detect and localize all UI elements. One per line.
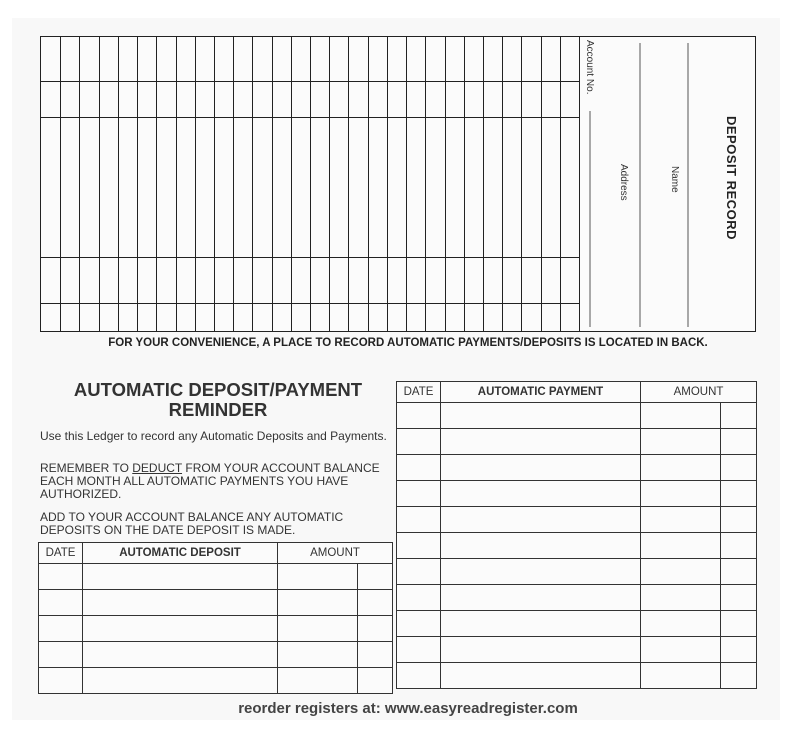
paragraph2-suffix: FROM YOUR ACCOUNT BALANCE EACH MONTH ALL AUTOMATIC PAYMENTS YOU HAVE AUTHORIZED. <box>40 461 380 501</box>
payment-description-cell[interactable] <box>441 403 641 429</box>
payment-cents-cell[interactable] <box>721 403 757 429</box>
deposit-amount-header: AMOUNT <box>278 543 393 564</box>
payment-date-cell[interactable] <box>397 559 441 585</box>
payment-date-cell[interactable] <box>397 403 441 429</box>
payment-date-cell[interactable] <box>397 637 441 663</box>
payment-row <box>397 507 757 533</box>
deposit-amount-cell[interactable] <box>278 616 358 642</box>
deposit-cents-cell[interactable] <box>358 668 393 694</box>
payment-description-cell[interactable] <box>441 481 641 507</box>
payment-row <box>397 637 757 663</box>
deposit-table-header-row <box>39 543 393 564</box>
payment-amount-cell[interactable] <box>641 559 721 585</box>
deposit-row <box>39 642 393 668</box>
payment-row <box>397 663 757 689</box>
payment-row <box>397 403 757 429</box>
reminder-title-line2: REMINDER <box>168 399 268 420</box>
name-label: Name <box>669 166 680 193</box>
payment-amount-cell[interactable] <box>641 481 721 507</box>
payment-date-cell[interactable] <box>397 481 441 507</box>
payment-date-header: DATE <box>397 382 441 403</box>
deposit-date-cell[interactable] <box>39 668 83 694</box>
payment-date-cell[interactable] <box>397 507 441 533</box>
deposit-cents-cell[interactable] <box>358 590 393 616</box>
deduct-emphasis: DEDUCT <box>132 461 183 475</box>
reminder-paragraph-2 <box>40 462 390 501</box>
payment-row <box>397 429 757 455</box>
payment-description-cell[interactable] <box>441 585 641 611</box>
deposit-cents-cell[interactable] <box>358 642 393 668</box>
automatic-payment-table <box>396 381 757 689</box>
payment-description-cell[interactable] <box>441 637 641 663</box>
payment-amount-cell[interactable] <box>641 585 721 611</box>
payment-description-cell[interactable] <box>441 663 641 689</box>
payment-description-cell[interactable] <box>441 429 641 455</box>
payment-cents-cell[interactable] <box>721 429 757 455</box>
account-number-label: Account No. <box>584 40 595 95</box>
payment-row <box>397 611 757 637</box>
payment-description-cell[interactable] <box>441 533 641 559</box>
payment-description-cell[interactable] <box>441 455 641 481</box>
payment-cents-cell[interactable] <box>721 585 757 611</box>
deposit-amount-cell[interactable] <box>278 642 358 668</box>
deposit-row <box>39 590 393 616</box>
deposit-amount-cell[interactable] <box>278 668 358 694</box>
deposit-description-cell[interactable] <box>83 616 278 642</box>
deposit-record-box <box>40 36 756 332</box>
payment-amount-cell[interactable] <box>641 533 721 559</box>
automatic-deposit-table <box>38 542 393 694</box>
payment-cents-cell[interactable] <box>721 507 757 533</box>
deposit-description-cell[interactable] <box>83 642 278 668</box>
payment-amount-cell[interactable] <box>641 403 721 429</box>
payment-amount-cell[interactable] <box>641 637 721 663</box>
payment-description-header: AUTOMATIC PAYMENT <box>441 382 641 403</box>
payment-amount-header: AMOUNT <box>641 382 757 403</box>
deposit-description-cell[interactable] <box>83 668 278 694</box>
deposit-description-header: AUTOMATIC DEPOSIT <box>83 543 278 564</box>
payment-table-header-row <box>397 382 757 403</box>
deposit-record-grid <box>41 37 579 331</box>
deposit-amount-cell[interactable] <box>278 564 358 590</box>
payment-date-cell[interactable] <box>397 455 441 481</box>
payment-amount-cell[interactable] <box>641 455 721 481</box>
payment-cents-cell[interactable] <box>721 559 757 585</box>
deposit-row <box>39 616 393 642</box>
reminder-paragraph-3: ADD TO YOUR ACCOUNT BALANCE ANY AUTOMATIC DEPOSITS ON THE DATE DEPOSIT IS MADE. <box>40 510 344 537</box>
payment-date-cell[interactable] <box>397 429 441 455</box>
payment-cents-cell[interactable] <box>721 637 757 663</box>
reminder-paragraph-1: Use this Ledger to record any Automatic Deposits and Payments. <box>40 429 387 443</box>
payment-row <box>397 559 757 585</box>
deposit-date-cell[interactable] <box>39 616 83 642</box>
deposit-date-cell[interactable] <box>39 642 83 668</box>
deposit-record-title: DEPOSIT RECORD <box>724 116 739 241</box>
payment-date-cell[interactable] <box>397 611 441 637</box>
reminder-title <box>40 380 396 420</box>
payment-cents-cell[interactable] <box>721 611 757 637</box>
payment-cents-cell[interactable] <box>721 455 757 481</box>
payment-cents-cell[interactable] <box>721 481 757 507</box>
paragraph2-prefix: REMEMBER TO <box>40 461 133 475</box>
deposit-description-cell[interactable] <box>83 564 278 590</box>
payment-date-cell[interactable] <box>397 533 441 559</box>
payment-amount-cell[interactable] <box>641 507 721 533</box>
payment-amount-cell[interactable] <box>641 663 721 689</box>
payment-amount-cell[interactable] <box>641 429 721 455</box>
payment-cents-cell[interactable] <box>721 533 757 559</box>
payment-amount-cell[interactable] <box>641 611 721 637</box>
deposit-cents-cell[interactable] <box>358 616 393 642</box>
payment-row <box>397 585 757 611</box>
payment-cents-cell[interactable] <box>721 663 757 689</box>
payment-row <box>397 533 757 559</box>
reorder-footer: reorder registers at: www.easyreadregister.com <box>238 700 578 717</box>
deposit-cents-cell[interactable] <box>358 564 393 590</box>
deposit-row <box>39 668 393 694</box>
deposit-description-cell[interactable] <box>83 590 278 616</box>
convenience-note: FOR YOUR CONVENIENCE, A PLACE TO RECORD AUTOMATIC PAYMENTS/DEPOSITS IS LOCATED IN BACK. <box>108 337 708 349</box>
payment-date-cell[interactable] <box>397 663 441 689</box>
deposit-row <box>39 564 393 590</box>
address-label: Address <box>618 164 629 201</box>
payment-description-cell[interactable] <box>441 559 641 585</box>
payment-description-cell[interactable] <box>441 507 641 533</box>
payment-row <box>397 481 757 507</box>
payment-description-cell[interactable] <box>441 611 641 637</box>
deposit-amount-cell[interactable] <box>278 590 358 616</box>
deposit-date-cell[interactable] <box>39 590 83 616</box>
reminder-title-line1: AUTOMATIC DEPOSIT/PAYMENT <box>73 379 363 400</box>
payment-row <box>397 455 757 481</box>
deposit-date-cell[interactable] <box>39 564 83 590</box>
deposit-date-header: DATE <box>39 543 83 564</box>
payment-date-cell[interactable] <box>397 585 441 611</box>
